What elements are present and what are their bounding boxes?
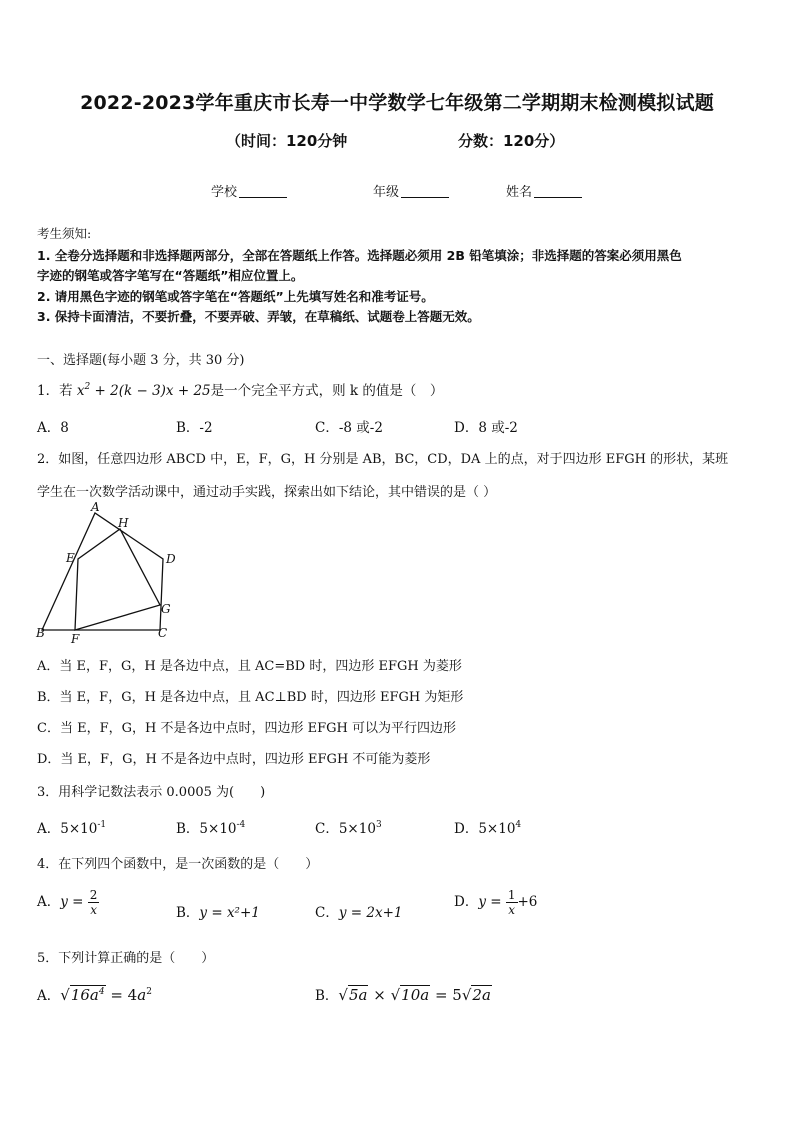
q3-d-base: 5×10 — [478, 821, 516, 837]
q3-option-c[interactable] — [315, 817, 382, 837]
q4-a-num: 2 — [89, 888, 98, 902]
q3-stem: 3．用科学记数法表示 0.0005 为( ) — [37, 785, 266, 800]
q3-a-base: 5×10 — [60, 821, 98, 837]
q3-a-exp: -1 — [97, 820, 107, 830]
q3-option-a[interactable] — [37, 817, 106, 837]
q1-suffix: 是一个完全平方式，则 k 的值是（ ） — [210, 383, 444, 399]
q3-b-base: 5×10 — [199, 821, 237, 837]
q4-a-label: A． — [37, 894, 61, 910]
q4-d-lhs: y = — [478, 894, 502, 910]
q2-stem-line-1: 2．如图，任意四边形 ABCD 中，E，F，G，H 分别是 AB，BC，CD，DA 上的点，对于四边形 EFGH 的形状，某班 — [37, 452, 729, 467]
q2-stem-line-2: 学生在一次数学活动课中，通过动手实践，探索出如下结论，其中错误的是（ ） — [37, 485, 497, 500]
q4-b-label: B． — [176, 905, 200, 921]
q1-option-c[interactable]: C．-8 或-2 — [315, 420, 383, 436]
page-title: 2022-2023学年重庆市长寿一中学数学七年级第二学期期末检测模拟试题 — [80, 92, 714, 114]
name-field — [506, 181, 582, 200]
grade-field — [373, 181, 449, 200]
name-blank[interactable] — [534, 185, 582, 198]
q2-option-b[interactable]: B．当 E，F，G，H 是各边中点，且 AC⊥BD 时，四边形 EFGH 为矩形 — [37, 690, 464, 705]
q1-prefix: 1．若 — [37, 383, 77, 399]
q3-c-label: C． — [315, 821, 339, 837]
q4-a-fraction — [88, 888, 100, 917]
label-a: A — [91, 500, 100, 514]
label-b: B — [36, 626, 45, 640]
q4-option-b[interactable] — [176, 901, 260, 921]
q3-c-base: 5×10 — [338, 821, 376, 837]
section-heading: 一、选择题(每小题 3 分，共 30 分) — [37, 353, 245, 368]
q4-a-lhs: y = — [60, 894, 84, 910]
q3-option-d[interactable] — [454, 817, 521, 837]
label-h: H — [118, 516, 129, 530]
q3-d-exp: 4 — [515, 820, 522, 830]
q2-option-a[interactable]: A．当 E，F，G，H 是各边中点，且 AC=BD 时，四边形 EFGH 为菱形 — [37, 659, 462, 674]
q2-option-c[interactable]: C．当 E，F，G，H 不是各边中点时，四边形 EFGH 可以为平行四边形 — [37, 721, 456, 736]
exam-score: 分数：120分） — [458, 132, 565, 150]
school-label: 学校 — [211, 185, 238, 200]
label-e: E — [66, 551, 75, 565]
q4-c-expr: y = 2x+1 — [338, 905, 403, 921]
school-field — [211, 181, 287, 200]
q1-expression: $x^2 + 2(k - 3)x + 25$ — [76, 382, 211, 399]
q4-a-den: x — [90, 903, 97, 917]
q3-option-b[interactable] — [176, 817, 245, 837]
q4-d-label: D． — [454, 894, 479, 910]
q4-option-a[interactable] — [37, 888, 99, 917]
q5-b-label: B． — [315, 988, 339, 1004]
q1-option-b[interactable]: B．-2 — [176, 420, 213, 436]
quad-efgh — [75, 529, 160, 630]
school-blank[interactable] — [239, 185, 287, 198]
q5-stem: 5．下列计算正确的是（ ） — [37, 951, 215, 966]
q3-d-label: D． — [454, 821, 479, 837]
name-label: 姓名 — [506, 185, 533, 200]
q5-b-expression: √5a × √10a = 5√2a — [338, 986, 491, 1004]
q3-b-exp: -4 — [236, 820, 246, 830]
q4-d-num: 1 — [507, 888, 516, 902]
q2-option-d[interactable]: D．当 E，F，G，H 不是各边中点时，四边形 EFGH 不可能为菱形 — [37, 752, 431, 767]
quadrilateral-figure — [34, 500, 184, 645]
q3-c-exp: 3 — [375, 820, 382, 830]
q5-a-label: A． — [37, 988, 61, 1004]
label-f: F — [71, 632, 80, 645]
q3-b-label: B． — [176, 821, 200, 837]
notice-line-1b: 字迹的钢笔或答字笔写在“答题纸”相应位置上。 — [37, 268, 304, 283]
q4-d-tail: +6 — [517, 894, 538, 910]
question-1 — [37, 379, 443, 399]
label-d: D — [166, 552, 176, 566]
q1-option-d[interactable]: D．8 或-2 — [454, 420, 518, 436]
notice-line-1: 1. 全卷分选择题和非选择题两部分，全部在答题纸上作答。选择题必须用 2B 铅笔填涂；非选择题的答案必须用黑色 — [37, 248, 682, 263]
quad-abcd — [42, 513, 163, 630]
q5-option-b[interactable] — [315, 984, 492, 1004]
q3-a-label: A． — [37, 821, 61, 837]
notice-line-2: 2. 请用黑色字迹的钢笔或答字笔在“答题纸”上先填写姓名和准考证号。 — [37, 289, 434, 304]
grade-label: 年级 — [373, 185, 400, 200]
notice-line-3: 3. 保持卡面清洁，不要折叠，不要弄破、弄皱，在草稿纸、试题卷上答题无效。 — [37, 309, 480, 324]
q4-stem: 4．在下列四个函数中，是一次函数的是（ ） — [37, 857, 319, 872]
notice-heading: 考生须知: — [37, 226, 92, 241]
q5-a-expression: $√16a^4 = 4a^2$ — [60, 986, 152, 1004]
grade-blank[interactable] — [401, 185, 449, 198]
q4-d-den: x — [508, 903, 516, 917]
q4-option-c[interactable] — [315, 901, 402, 921]
q4-c-label: C． — [315, 905, 339, 921]
q4-option-d[interactable] — [454, 888, 537, 917]
exam-time: （时间：120分钟 — [226, 132, 348, 150]
q1-option-a[interactable]: A．8 — [37, 420, 69, 436]
q4-b-expr: y = x²+1 — [199, 905, 260, 921]
q5-option-a[interactable] — [37, 984, 152, 1004]
label-g: G — [161, 602, 171, 616]
label-c: C — [158, 626, 168, 640]
q4-d-fraction — [506, 888, 518, 917]
